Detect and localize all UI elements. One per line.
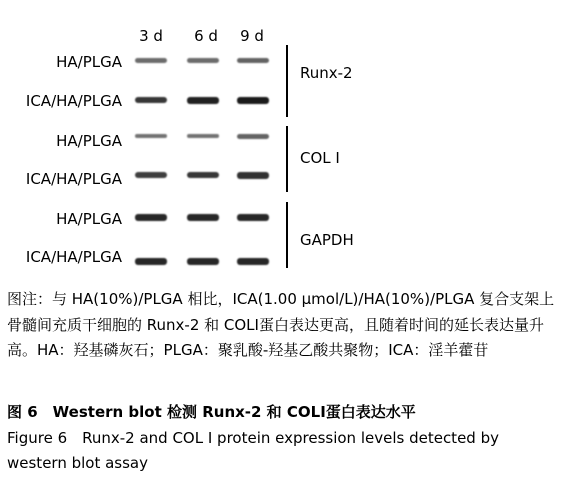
blot-band [187,134,219,139]
blot-band [237,58,269,63]
row-label-col1-ha: HA/PLGA [56,132,122,150]
row-label-runx2-ica: ICA/HA/PLGA [25,92,122,110]
row-label-gapdh-ha: HA/PLGA [56,210,122,228]
lane-label-3d: 3 d [139,27,163,45]
blot-band [135,134,167,139]
blot-band [187,58,219,63]
row-label-gapdh-ica: ICA/HA/PLGA [25,248,122,266]
blot-band [187,214,219,221]
protein-label-col1: COL Ⅰ [300,149,340,167]
blot-band [187,258,219,265]
figure-title-en: Figure 6 Runx-2 and COL I protein expression levels detected by western blot assay [7,429,499,472]
blot-band [237,172,269,178]
protein-label-gapdh: GAPDH [300,231,354,249]
blot-band [237,258,269,265]
protein-label-runx2: Runx-2 [300,64,353,82]
blot-band [237,214,269,221]
blot-band [135,258,167,265]
blot-band [135,97,167,103]
blot-band [135,58,167,63]
blot-band [237,134,269,139]
row-label-runx2-ha: HA/PLGA [56,53,122,71]
bracket-col1 [286,126,288,192]
blot-band [237,97,269,104]
lane-label-9d: 9 d [240,27,264,45]
figure-note: 图注：与 HA(10%)/PLGA 相比，ICA(1.00 μmol/L)/HA(10%)/PLGA 复合支架上骨髓间充质干细胞的 Runx-2 和 COLⅠ蛋白表达更高，且随着时间的延长表达量升高。HA：羟基磷灰石；PLGA：聚乳酸-羟基乙酸共聚物；ICA：淫羊藿苷 [7,290,555,359]
blot-band [187,172,219,178]
bracket-runx2 [286,45,288,117]
figure-title-cn: 图 6 Western blot 检测 Runx-2 和 COLⅠ蛋白表达水平 [7,403,416,421]
blot-band [135,172,167,178]
bracket-gapdh [286,202,288,268]
row-label-col1-ica: ICA/HA/PLGA [25,170,122,188]
blot-band [187,97,219,104]
blot-band [135,214,167,221]
lane-label-6d: 6 d [194,27,218,45]
